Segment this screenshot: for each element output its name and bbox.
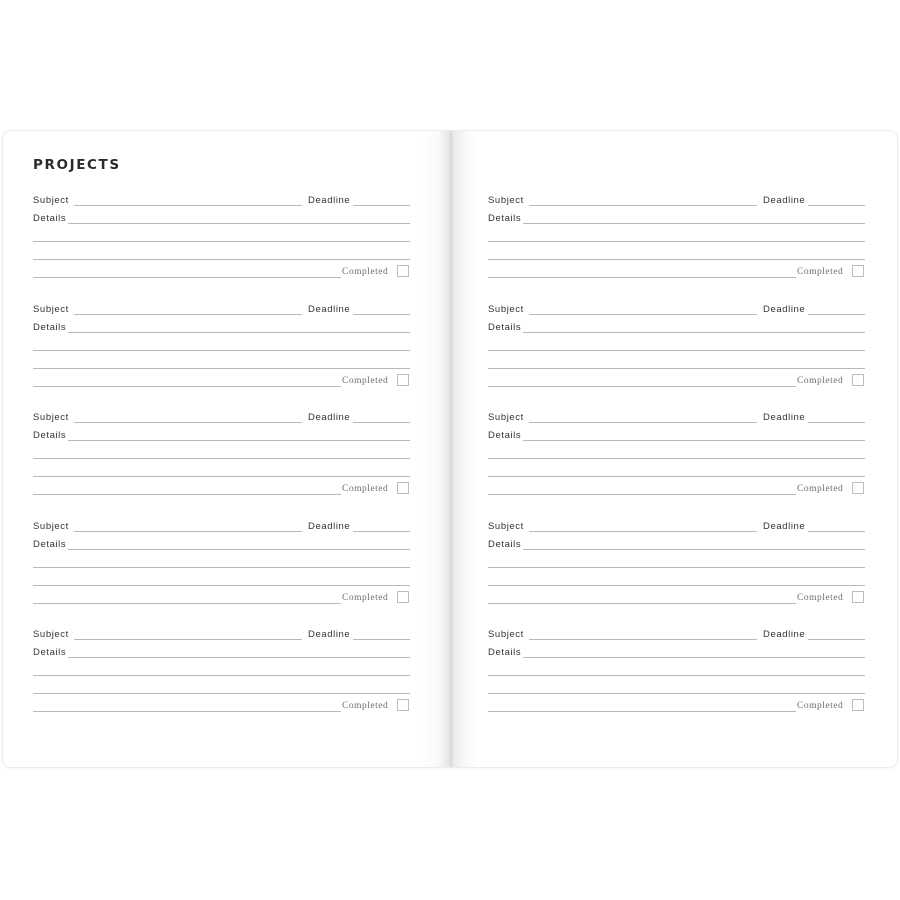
details-line [68,657,410,658]
deadline-line [353,205,410,206]
completed-label: Completed [797,592,844,603]
writing-line [488,386,796,387]
deadline-label: Deadline [308,520,351,532]
deadline-line [808,314,865,315]
completed-checkbox[interactable] [852,591,864,603]
subject-line [74,531,302,532]
deadline-label: Deadline [763,195,806,206]
right-page [450,131,897,767]
deadline-label: Deadline [308,412,351,424]
project-entry [33,195,410,295]
subject-line [529,314,757,315]
writing-line [33,603,341,604]
completed-label: Completed [342,375,389,386]
details-line [523,332,865,333]
writing-line [33,711,341,712]
completed-label: Completed [797,267,844,277]
writing-line [33,494,341,495]
details-label: Details [488,430,522,442]
completed-checkbox[interactable] [397,591,409,603]
subject-line [74,422,302,423]
writing-line [488,711,796,712]
completed-checkbox[interactable] [397,482,409,494]
writing-line [488,458,865,459]
completed-label: Completed [342,267,389,277]
deadline-label: Deadline [763,412,806,424]
subject-line [529,205,757,206]
details-label: Details [488,538,522,550]
deadline-label: Deadline [763,520,806,532]
completed-checkbox[interactable] [397,374,409,386]
writing-line [33,277,341,278]
deadline-line [808,639,865,640]
details-line [68,549,410,550]
deadline-label: Deadline [763,303,806,315]
project-entry [488,629,865,729]
writing-line [33,350,410,351]
writing-line [33,368,410,369]
subject-line [529,422,757,423]
writing-line [33,458,410,459]
project-entry [33,412,410,512]
writing-line [488,603,796,604]
details-label: Details [488,647,522,659]
subject-label: Subject [488,412,524,424]
page-title: PROJECTS [33,157,121,173]
details-line [523,223,865,224]
deadline-line [353,639,410,640]
writing-line [488,368,865,369]
completed-checkbox[interactable] [852,374,864,386]
subject-line [74,314,302,315]
open-planner-book [3,131,897,767]
completed-checkbox[interactable] [852,699,864,711]
deadline-label: Deadline [308,195,351,206]
deadline-line [353,422,410,423]
completed-checkbox[interactable] [852,482,864,494]
writing-line [33,585,410,586]
completed-label: Completed [797,375,844,386]
details-label: Details [33,538,67,550]
left-page [3,131,450,767]
writing-line [33,675,410,676]
deadline-line [353,531,410,532]
completed-label: Completed [342,484,389,495]
project-entry [488,412,865,512]
subject-label: Subject [33,412,69,424]
completed-label: Completed [797,701,844,712]
writing-line [33,693,410,694]
details-label: Details [488,321,522,333]
writing-line [33,476,410,477]
subject-line [74,639,302,640]
deadline-label: Deadline [763,629,806,641]
details-label: Details [33,213,67,224]
writing-line [488,585,865,586]
completed-checkbox[interactable] [397,699,409,711]
writing-line [33,259,410,260]
writing-line [488,277,796,278]
details-line [523,440,865,441]
details-line [523,657,865,658]
completed-label: Completed [342,701,389,712]
writing-line [488,476,865,477]
writing-line [488,567,865,568]
subject-line [74,205,302,206]
details-line [68,223,410,224]
deadline-label: Deadline [308,629,351,641]
details-line [68,332,410,333]
completed-checkbox[interactable] [397,265,409,277]
writing-line [488,494,796,495]
details-label: Details [33,430,67,442]
project-entry [488,195,865,295]
subject-label: Subject [488,195,524,206]
details-line [68,440,410,441]
writing-line [488,259,865,260]
writing-line [33,386,341,387]
subject-label: Subject [33,629,69,641]
project-entry [33,304,410,404]
deadline-line [808,422,865,423]
project-entry [33,521,410,621]
subject-label: Subject [488,303,524,315]
subject-label: Subject [33,303,69,315]
writing-line [488,350,865,351]
writing-line [488,241,865,242]
details-label: Details [488,213,522,224]
writing-line [488,675,865,676]
deadline-label: Deadline [308,303,351,315]
subject-label: Subject [33,520,69,532]
deadline-line [808,531,865,532]
details-label: Details [33,321,67,333]
subject-line [529,639,757,640]
writing-line [33,241,410,242]
subject-label: Subject [33,195,69,206]
project-entry [33,629,410,729]
details-label: Details [33,647,67,659]
subject-label: Subject [488,520,524,532]
deadline-line [353,314,410,315]
project-entry [488,304,865,404]
subject-label: Subject [488,629,524,641]
writing-line [33,567,410,568]
completed-label: Completed [797,484,844,495]
completed-label: Completed [342,592,389,603]
details-line [523,549,865,550]
project-entry [488,521,865,621]
writing-line [488,693,865,694]
completed-checkbox[interactable] [852,265,864,277]
deadline-line [808,205,865,206]
subject-line [529,531,757,532]
